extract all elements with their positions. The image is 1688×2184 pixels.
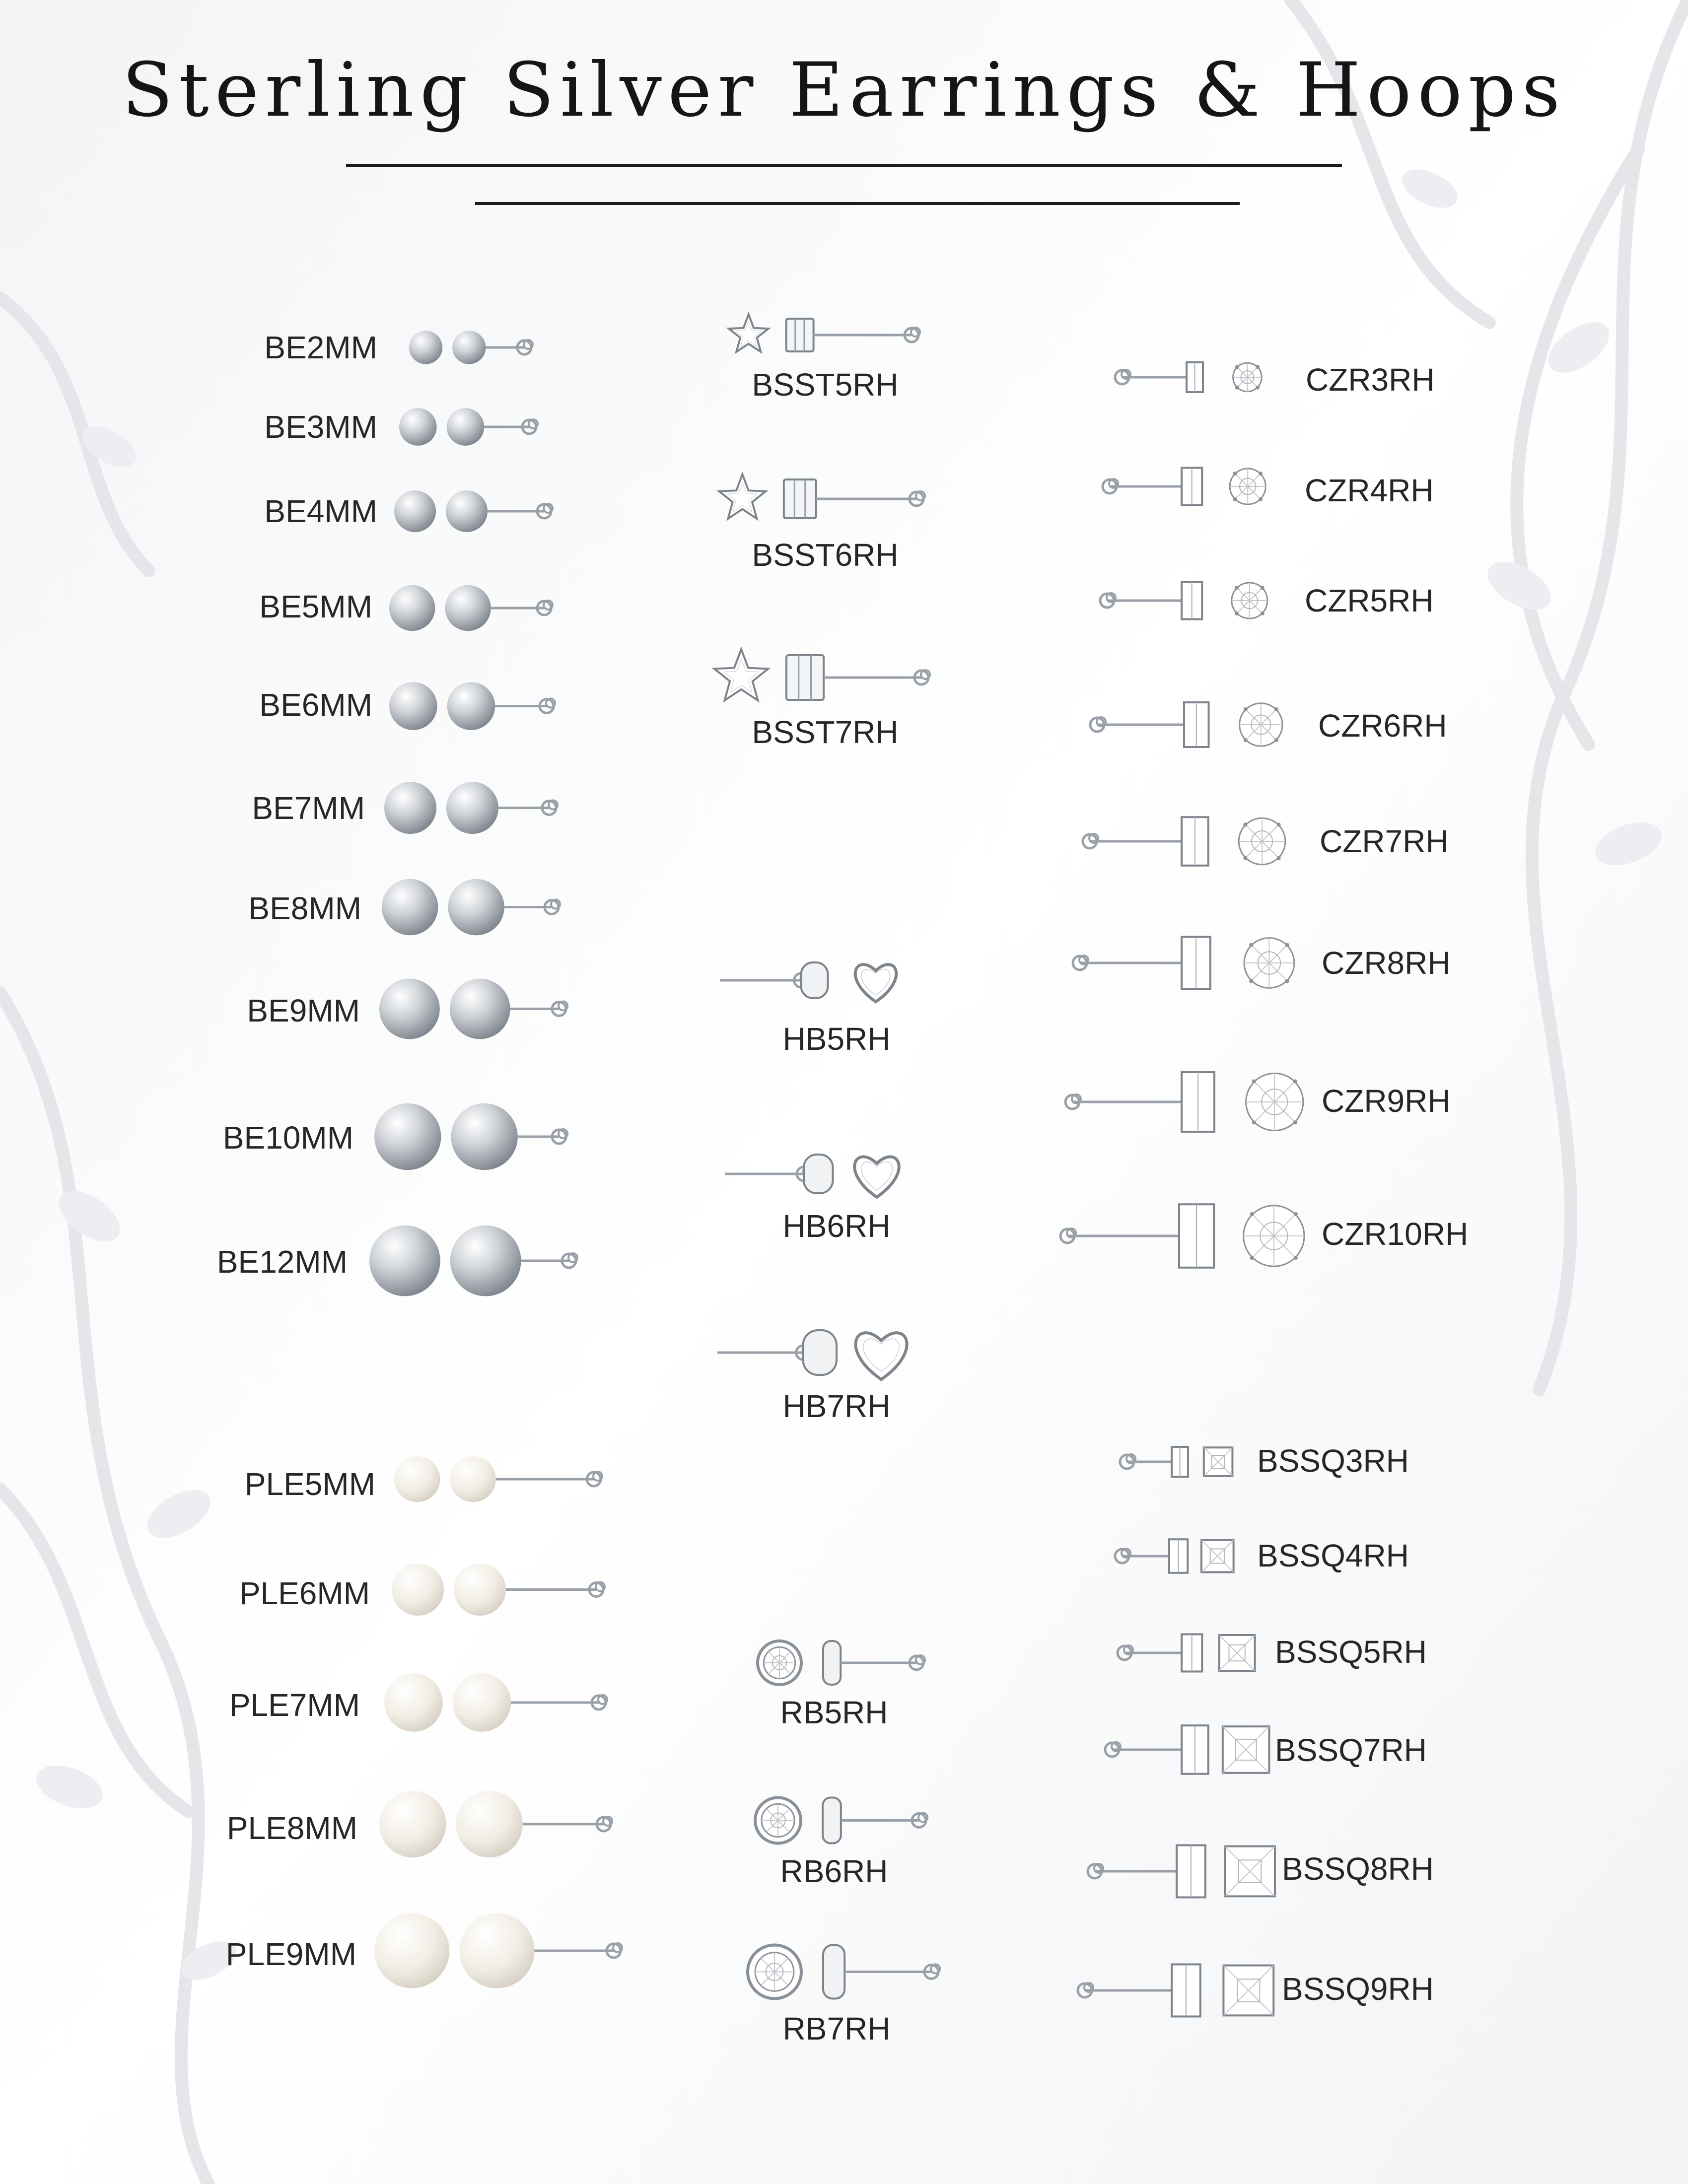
heart-side-view xyxy=(717,1330,837,1375)
square-side-view xyxy=(1177,1845,1205,1898)
earring-image-ple9mm xyxy=(372,1906,626,1995)
ball-front-view xyxy=(399,408,437,446)
ball-side-view xyxy=(452,331,486,364)
earring-back xyxy=(720,973,810,987)
earring-back xyxy=(534,1943,622,1958)
pearl-front-view xyxy=(394,1456,440,1502)
earring-image-be8mm xyxy=(380,874,563,941)
product-code-bsst5rh: BSST5RH xyxy=(752,367,899,403)
earring-back xyxy=(816,491,925,506)
star-side-view xyxy=(786,319,814,351)
product-code-be3mm: BE3MM xyxy=(264,409,377,445)
earring-image-czr6rh xyxy=(1077,695,1291,754)
earring-back xyxy=(1088,1864,1177,1878)
earring-image-czr9rh xyxy=(1053,1062,1311,1142)
earring-back xyxy=(841,1813,927,1828)
ball-front-view xyxy=(384,782,436,834)
product-code-bssq7rh: BSSQ7RH xyxy=(1275,1732,1427,1768)
ball-front-view xyxy=(394,490,436,532)
earring-back xyxy=(1118,1645,1182,1660)
product-code-ple5mm: PLE5MM xyxy=(244,1466,375,1502)
heart-front-view xyxy=(855,1333,907,1379)
product-code-be5mm: BE5MM xyxy=(259,589,372,624)
earring-back xyxy=(523,1817,612,1831)
earring-back xyxy=(841,1655,925,1670)
earring-image-bssq3rh xyxy=(1107,1442,1236,1482)
product-code-ple9mm: PLE9MM xyxy=(225,1936,356,1972)
cz-side-view xyxy=(1179,1204,1214,1268)
earring-image-hb7rh xyxy=(703,1315,926,1390)
earring-back xyxy=(814,328,920,342)
square-side-view xyxy=(1172,1965,1200,2017)
earring-image-be2mm xyxy=(407,328,536,367)
earring-image-czr3rh xyxy=(1102,357,1271,397)
earring-image-czr4rh xyxy=(1090,462,1273,511)
heart-side-view xyxy=(720,962,828,998)
square-front-view xyxy=(1219,1635,1255,1671)
product-code-ple8mm: PLE8MM xyxy=(226,1810,357,1846)
earring-back xyxy=(1100,593,1182,608)
earring-image-be4mm xyxy=(392,486,556,536)
pearl-front-view xyxy=(384,1673,443,1732)
product-code-ple7mm: PLE7MM xyxy=(229,1687,360,1723)
earring-image-bsst6rh xyxy=(715,467,928,531)
product-code-be7mm: BE7MM xyxy=(252,790,365,826)
square-front-view xyxy=(1223,1726,1269,1773)
ball-front-view xyxy=(379,979,440,1039)
earring-back xyxy=(725,1166,812,1181)
square-front-view xyxy=(1223,1966,1273,2016)
earring-back xyxy=(495,699,555,713)
ball-front-view xyxy=(369,1226,440,1297)
product-code-bssq4rh: BSSQ4RH xyxy=(1257,1538,1409,1573)
cz-side-view xyxy=(1182,1072,1214,1132)
product-code-bssq3rh: BSSQ3RH xyxy=(1257,1443,1409,1479)
product-code-czr5rh: CZR5RH xyxy=(1305,583,1434,618)
ball-front-view xyxy=(382,879,438,935)
earring-back xyxy=(504,900,560,914)
earring-image-be9mm xyxy=(377,973,571,1045)
pearl-front-view xyxy=(392,1564,444,1616)
earring-back xyxy=(506,1582,605,1597)
product-code-bssq5rh: BSSQ5RH xyxy=(1275,1634,1427,1670)
product-code-be10mm: BE10MM xyxy=(222,1120,353,1156)
earring-back xyxy=(844,1965,940,1979)
square-side-view xyxy=(1182,1725,1208,1774)
earring-back xyxy=(1078,1983,1172,1997)
product-code-be2mm: BE2MM xyxy=(264,330,377,365)
bezel-front-view xyxy=(755,1798,801,1843)
heart-front-view xyxy=(855,964,897,1002)
cz-front-view xyxy=(1240,703,1282,746)
product-code-hb7rh: HB7RH xyxy=(782,1388,891,1424)
earring-image-bssq7rh xyxy=(1092,1717,1271,1782)
ball-side-view xyxy=(446,782,498,834)
ball-side-view xyxy=(445,585,491,631)
earring-back xyxy=(486,340,533,354)
pearl-side-view xyxy=(450,1456,495,1502)
ball-side-view xyxy=(447,408,485,446)
square-side-view xyxy=(1169,1539,1188,1573)
earring-image-czr10rh xyxy=(1048,1194,1311,1278)
heart-front-view xyxy=(854,1157,899,1197)
earring-back xyxy=(491,601,553,615)
product-code-hb6rh: HB6RH xyxy=(782,1208,891,1244)
cz-front-view xyxy=(1233,363,1262,392)
earring-image-czr7rh xyxy=(1070,809,1293,874)
pearl-front-view xyxy=(374,1913,449,1988)
cz-front-view xyxy=(1230,469,1266,504)
earring-back xyxy=(518,1129,567,1144)
ball-front-view xyxy=(389,585,435,631)
square-side-view xyxy=(1172,1447,1188,1477)
earring-back xyxy=(1060,1228,1179,1243)
ball-side-view xyxy=(450,1226,521,1297)
product-code-czr7rh: CZR7RH xyxy=(1320,823,1449,859)
product-code-czr6rh: CZR6RH xyxy=(1318,708,1447,744)
product-code-czr10rh: CZR10RH xyxy=(1322,1216,1469,1252)
cz-front-view xyxy=(1244,1206,1304,1266)
earring-back xyxy=(1105,1742,1182,1757)
earring-image-ple6mm xyxy=(390,1559,608,1621)
earring-image-ple8mm xyxy=(377,1784,616,1864)
pearl-side-view xyxy=(453,1673,511,1732)
product-code-be9mm: BE9MM xyxy=(247,993,360,1028)
earring-back xyxy=(1103,479,1182,493)
ball-side-view xyxy=(446,490,488,532)
earring-back xyxy=(1115,370,1187,384)
product-code-czr4rh: CZR4RH xyxy=(1305,473,1434,508)
ball-front-view xyxy=(374,1103,441,1170)
cz-side-view xyxy=(1187,362,1203,392)
earring-back xyxy=(1115,1549,1169,1563)
ball-side-view xyxy=(450,979,510,1039)
ball-side-view xyxy=(451,1103,517,1170)
ball-side-view xyxy=(448,879,504,935)
product-code-rb6rh: RB6RH xyxy=(780,1853,888,1889)
product-code-czr8rh: CZR8RH xyxy=(1322,945,1451,981)
cz-side-view xyxy=(1182,937,1210,989)
earring-image-be3mm xyxy=(397,405,541,449)
cz-front-view xyxy=(1246,1073,1303,1130)
earring-image-bssq9rh xyxy=(1065,1956,1278,2025)
pearl-front-view xyxy=(379,1791,446,1857)
earring-back xyxy=(1083,834,1182,848)
earring-back xyxy=(1073,956,1182,970)
earring-back xyxy=(521,1253,577,1268)
earring-back xyxy=(1120,1454,1172,1469)
product-code-be8mm: BE8MM xyxy=(248,890,361,926)
earring-back xyxy=(484,419,538,434)
product-code-czr9rh: CZR9RH xyxy=(1322,1083,1451,1119)
bezel-side-view xyxy=(823,1945,844,1999)
square-front-view xyxy=(1204,1447,1233,1476)
pearl-side-view xyxy=(459,1913,534,1988)
earring-image-be12mm xyxy=(367,1219,581,1303)
ball-front-view xyxy=(409,331,442,364)
product-code-be6mm: BE6MM xyxy=(259,687,372,723)
pearl-side-view xyxy=(454,1564,506,1616)
bezel-front-view xyxy=(748,1945,801,1999)
earring-image-rb6rh xyxy=(752,1792,931,1849)
earring-image-bsst5rh xyxy=(725,308,923,362)
earring-image-be5mm xyxy=(387,581,556,635)
cz-side-view xyxy=(1182,817,1208,866)
earring-image-rb5rh xyxy=(755,1636,928,1690)
earring-image-be6mm xyxy=(387,678,559,735)
product-code-bssq9rh: BSSQ9RH xyxy=(1282,1971,1434,2007)
product-code-hb5rh: HB5RH xyxy=(782,1021,891,1057)
square-front-view xyxy=(1201,1540,1234,1572)
cz-side-view xyxy=(1184,702,1209,747)
earring-image-ple5mm xyxy=(392,1452,606,1506)
earring-back xyxy=(510,1002,567,1016)
cz-front-view xyxy=(1232,583,1267,618)
product-code-bsst6rh: BSST6RH xyxy=(752,537,899,573)
earring-image-hb5rh xyxy=(705,951,918,1010)
earring-back xyxy=(488,504,553,518)
earring-image-be7mm xyxy=(382,777,561,839)
cz-front-view xyxy=(1239,818,1285,865)
product-code-bsst7rh: BSST7RH xyxy=(752,714,899,750)
ball-front-view xyxy=(389,682,437,730)
star-front-view xyxy=(714,649,768,700)
product-code-rb5rh: RB5RH xyxy=(780,1695,888,1730)
earring-image-czr5rh xyxy=(1087,576,1276,625)
product-code-be12mm: BE12MM xyxy=(216,1244,348,1280)
earring-back xyxy=(1065,1094,1182,1109)
pearl-side-view xyxy=(456,1791,522,1857)
earring-image-czr8rh xyxy=(1060,928,1303,998)
bezel-front-view xyxy=(758,1641,801,1685)
square-front-view xyxy=(1225,1846,1275,1897)
cz-front-view xyxy=(1244,938,1294,988)
product-code-ple6mm: PLE6MM xyxy=(239,1575,370,1611)
square-side-view xyxy=(1182,1635,1202,1672)
earring-back xyxy=(498,801,558,815)
earring-image-be10mm xyxy=(372,1097,571,1176)
earring-back xyxy=(824,670,930,684)
bezel-side-view xyxy=(823,1798,841,1843)
earring-image-rb7rh xyxy=(745,1938,943,2005)
ball-side-view xyxy=(447,682,495,730)
product-code-be4mm: BE4MM xyxy=(264,493,377,529)
earring-image-bssq4rh xyxy=(1102,1534,1236,1578)
earring-image-bssq5rh xyxy=(1105,1628,1259,1678)
cz-side-view xyxy=(1182,582,1202,619)
star-front-view xyxy=(729,314,769,352)
star-side-view xyxy=(784,479,816,518)
earring-back xyxy=(717,1345,812,1360)
earring-back xyxy=(496,1472,602,1486)
product-code-czr3rh: CZR3RH xyxy=(1306,362,1435,398)
earring-image-hb6rh xyxy=(710,1142,918,1206)
star-front-view xyxy=(719,475,766,519)
earring-back xyxy=(1090,717,1184,732)
star-side-view xyxy=(786,655,824,700)
page-title: Sterling Silver Earrings & Hoops xyxy=(122,47,1566,134)
earring-back xyxy=(511,1695,607,1709)
product-code-bssq8rh: BSSQ8RH xyxy=(1282,1851,1434,1887)
cz-side-view xyxy=(1182,468,1202,505)
earring-image-ple7mm xyxy=(382,1668,611,1737)
product-code-rb7rh: RB7RH xyxy=(782,2011,891,2047)
bezel-side-view xyxy=(823,1641,841,1685)
earring-image-bssq8rh xyxy=(1075,1837,1278,1906)
earring-image-bsst7rh xyxy=(710,640,933,715)
heart-side-view xyxy=(725,1155,833,1193)
